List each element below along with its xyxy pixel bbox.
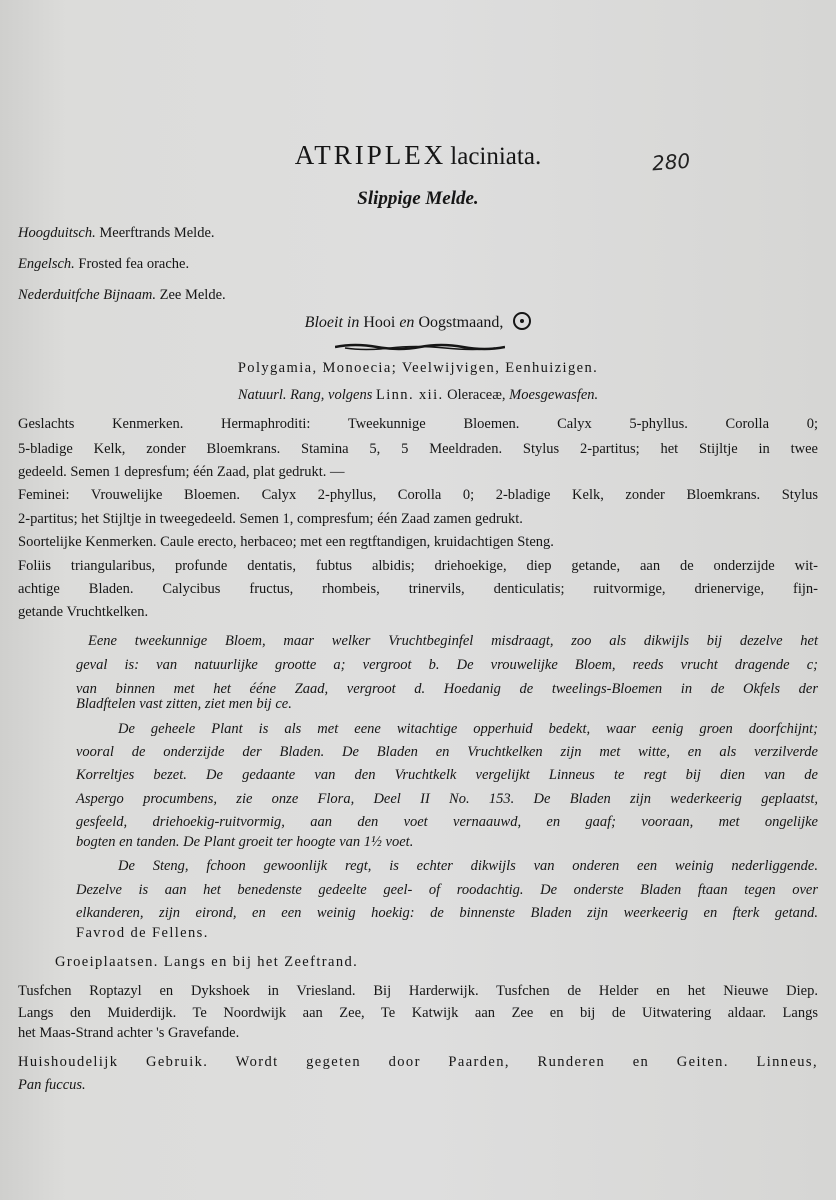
genus-name: ATRIPLEX xyxy=(294,140,447,170)
name-dutch-common xyxy=(18,286,226,304)
classification-line: Polygamia, Monoecia; Veelwijvigen, Eenhuizigen. xyxy=(237,360,599,376)
name-value: Zee Melde. xyxy=(159,287,226,303)
species-name: laciniata. xyxy=(450,143,542,170)
annual-symbol-icon xyxy=(513,312,531,330)
name-english xyxy=(18,255,189,273)
body-line: Favrod de Fellens. xyxy=(76,925,209,941)
body-line: Aspergo procumbens, zie onze Flora, Deel II No. 153. De Bladen zijn wederkeerig geplaatst, xyxy=(76,791,818,807)
body-line: Eene tweekunnige Bloem, maar welker Vruchtbeginfel misdraagt, zoo als dikwijls bij dezelve het xyxy=(88,633,818,649)
name-value: Meerftrands Melde. xyxy=(99,225,215,241)
body-line: elkanderen, zijn eirond, en een weinig hoekig: de binnenste Bladen zijn weerkeerig en fterk getand. xyxy=(76,905,818,921)
natural-rank-line: Natuurl. Rang, volgens Linn. xii. Oleraceæ, Moesgewasfen. xyxy=(237,387,599,403)
body-line: De Steng, fchoon gewoonlijk regt, is echter dikwijls van onderen een weinig nederliggende. xyxy=(118,858,818,874)
body-line: getande Vruchtkelken. xyxy=(18,604,149,620)
body-line: bogten en tanden. De Plant groeit ter hoogte van 1½ voet. xyxy=(76,834,414,850)
body-line: 2-partitus; het Stijltje in tweegedeeld. Semen 1, compresfum; één Zaad zamen gedrukt. xyxy=(18,511,523,527)
body-line: Geslachts Kenmerken. Hermaphroditi: Tweekunnige Bloemen. Calyx 5-phyllus. Corolla 0; xyxy=(18,416,818,432)
body-line: De geheele Plant is als met eene witachtige opperhuid bedekt, waar eenig groen doorfchijnt; xyxy=(118,721,818,737)
body-line: gesfeeld, driehoekig-ruitvormig, aan den voet vernaauwd, en gaaf; vooraan, met ongelijke xyxy=(76,814,818,830)
body-line: 5-bladige Kelk, zonder Bloemkrans. Stamina 5, 5 Meeldraden. Stylus 2-partitus; het Stijltje in twee xyxy=(18,441,818,457)
flowering-period: Bloeit in Hooi en Oogstmaand, xyxy=(0,312,836,332)
ornamental-divider xyxy=(335,343,505,351)
body-line: Dezelve is aan het benedenste gedeelte geel- of roodachtig. De onderste Bladen ftaan tegen over xyxy=(76,882,818,898)
body-line: gedeeld. Semen 1 depresfum; één Zaad, plat gedrukt. — xyxy=(18,464,345,480)
body-line: Korreltjes bezet. De gedaante van den Vruchtkelk vergelijkt Linneus te regt bij dien van de xyxy=(76,767,818,783)
body-line: Langs den Muiderdijk. Te Noordwijk aan Zee, Te Katwijk aan Zee en bij de Uitwatering aldaar. Langs xyxy=(18,1005,818,1021)
section-heading: Groeiplaatsen. Langs en bij het Zeeftrand. xyxy=(55,954,359,970)
body-line: achtige Bladen. Calycibus fructus, rhombeis, trinervils, denticulatis; ruitvormige, drienervige, fijn- xyxy=(18,581,818,597)
page-title xyxy=(0,140,836,171)
name-german xyxy=(18,224,215,242)
handwritten-number: 280 xyxy=(651,148,691,176)
body-line: Bladftelen vast zitten, ziet men bij ce. xyxy=(76,696,292,712)
name-language: Hoogduitsch. xyxy=(18,225,96,241)
body-line: geval is: van natuurlijke grootte a; vergroot b. De vrouwelijke Bloem, reeds vrucht dragende c; xyxy=(76,657,818,673)
section-heading: Huishoudelijk Gebruik. Wordt gegeten door Paarden, Runderen en Geiten. Linneus, xyxy=(18,1054,818,1070)
body-line: het Maas-Strand achter 's Gravefande. xyxy=(18,1025,240,1041)
body-line: Foliis triangularibus, profunde dentatis, fubtus albidis; driehoekige, diep getande, aan de onderzijde wit- xyxy=(18,558,818,574)
body-line: van binnen met het ééne Zaad, vergroot d. Hoedanig de tweelings-Bloemen in de Okfels der xyxy=(76,681,818,697)
body-line: Pan fuccus. xyxy=(18,1077,86,1093)
body-line: Tusfchen Roptazyl en Dykshoek in Vriesland. Bij Harderwijk. Tusfchen de Helder en het Nieuwe Diep. xyxy=(18,983,818,999)
name-language: Engelsch. xyxy=(18,256,75,272)
body-line: Soortelijke Kenmerken. Caule erecto, herbaceo; met een regtftandigen, kruidachtigen Steng. xyxy=(18,534,554,550)
dutch-name: Slippige Melde. xyxy=(357,188,479,209)
body-line: vooral de onderzijde der Bladen. De Bladen en Vruchtkelken zijn met witte, en als verzilverde xyxy=(76,744,818,760)
body-line: Feminei: Vrouwelijke Bloemen. Calyx 2-phyllus, Corolla 0; 2-bladige Kelk, zonder Bloemkrans. Stylus xyxy=(18,487,818,503)
name-value: Frosted fea orache. xyxy=(78,256,190,272)
name-language: Nederduitfche Bijnaam. xyxy=(18,287,156,303)
